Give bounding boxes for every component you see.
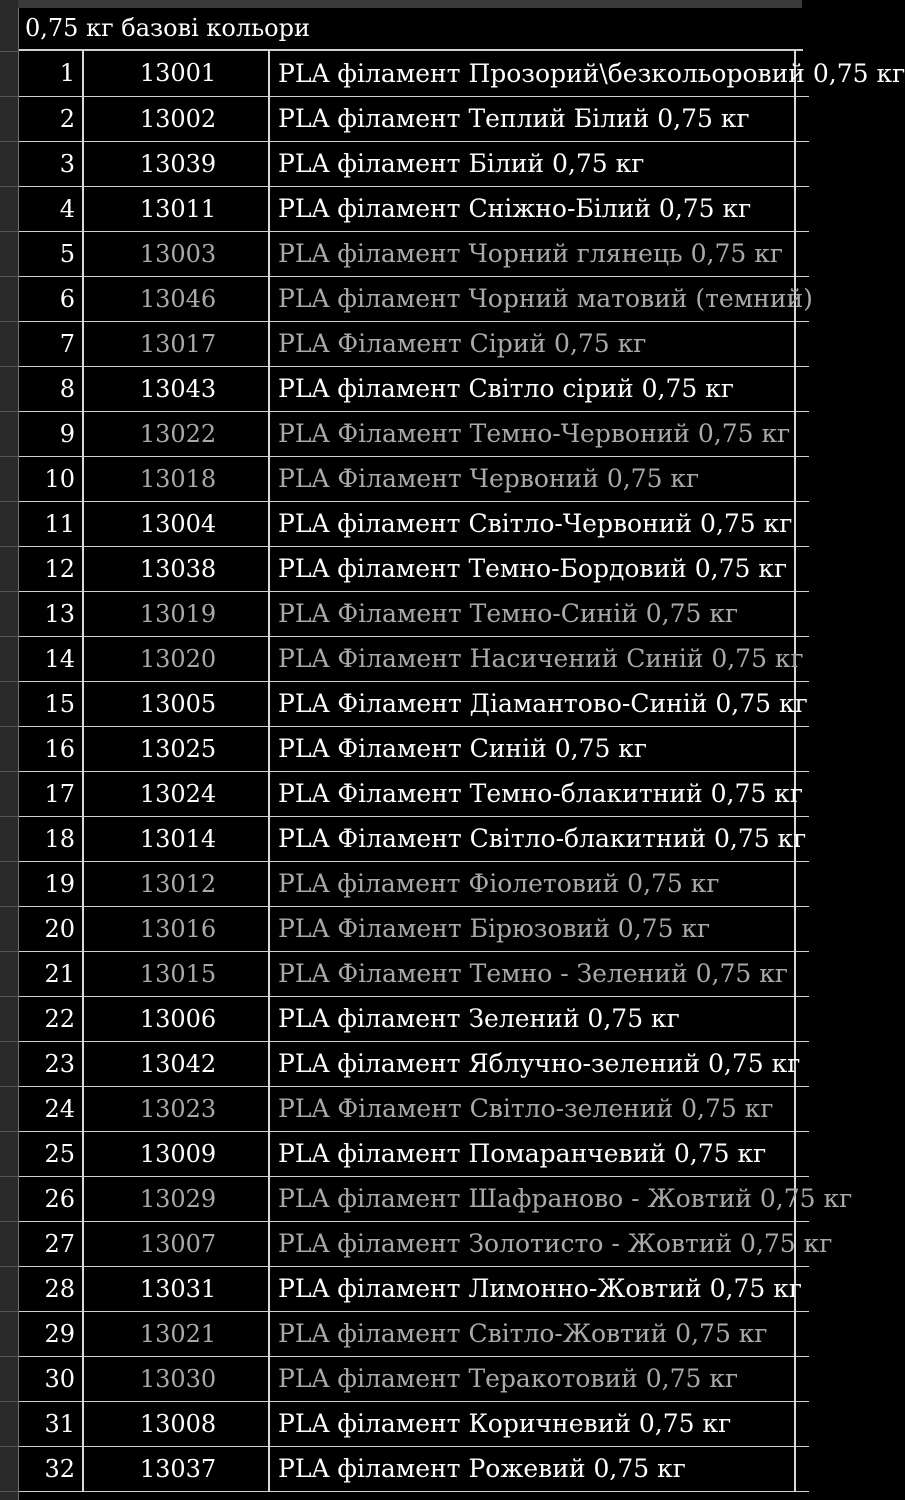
- table-row: [19, 186, 809, 231]
- overflow-cell[interactable]: [795, 96, 809, 141]
- product-code-cell[interactable]: 13016: [83, 906, 269, 951]
- product-name-cell[interactable]: PLA Філамент Сірий 0,75 кг: [269, 321, 795, 366]
- table-row: [19, 411, 809, 456]
- row-header-divider: [0, 51, 18, 52]
- overflow-cell[interactable]: [795, 231, 809, 276]
- product-name-cell[interactable]: PLA Філамент Світло-зелений 0,75 кг: [269, 1086, 795, 1131]
- row-header-divider: [0, 1221, 18, 1222]
- row-header-divider: [0, 951, 18, 952]
- row-header-divider: [0, 1311, 18, 1312]
- row-number-cell[interactable]: 22: [19, 996, 83, 1041]
- table-row: [19, 681, 809, 726]
- row-number-cell[interactable]: 19: [19, 861, 83, 906]
- table-row: [19, 546, 809, 591]
- row-number-cell[interactable]: 30: [19, 1356, 83, 1401]
- product-code-cell[interactable]: 13004: [83, 501, 269, 546]
- product-name-cell[interactable]: PLA філамент Коричневий 0,75 кг: [269, 1401, 795, 1446]
- row-header-divider: [0, 636, 18, 637]
- row-header-divider: [0, 996, 18, 997]
- row-header-strip: [0, 0, 18, 1500]
- product-code-cell[interactable]: 13042: [83, 1041, 269, 1086]
- row-header-divider: [0, 546, 18, 547]
- product-name-cell[interactable]: PLA Філамент Діамантово-Синій 0,75 кг: [269, 681, 795, 726]
- table-row: [19, 816, 809, 861]
- row-number-cell[interactable]: 31: [19, 1401, 83, 1446]
- product-name-cell[interactable]: PLA філамент Світло сірий 0,75 кг: [269, 366, 795, 411]
- row-header-divider: [0, 681, 18, 682]
- product-name-cell[interactable]: PLA філамент Білий 0,75 кг: [269, 141, 795, 186]
- product-name-cell[interactable]: PLA філамент Фіолетовий 0,75 кг: [269, 861, 795, 906]
- overflow-cell[interactable]: [795, 411, 809, 456]
- product-name-cell[interactable]: PLA філамент Рожевий 0,75 кг: [269, 1446, 795, 1491]
- overflow-cell[interactable]: [795, 906, 809, 951]
- row-header-divider: [0, 1131, 18, 1132]
- row-header-divider: [0, 771, 18, 772]
- row-number-cell[interactable]: 7: [19, 321, 83, 366]
- row-number-cell[interactable]: 26: [19, 1176, 83, 1221]
- product-name-cell[interactable]: PLA філамент Прозорий\безкольоровий 0,75 кг: [269, 51, 795, 96]
- product-code-cell[interactable]: 13029: [83, 1176, 269, 1221]
- table-row: [19, 1221, 809, 1266]
- table-row: [19, 1041, 809, 1086]
- row-number-cell[interactable]: 20: [19, 906, 83, 951]
- row-number-cell[interactable]: 14: [19, 636, 83, 681]
- table-row: [19, 726, 809, 771]
- product-code-cell[interactable]: 13019: [83, 591, 269, 636]
- table-row: [19, 1176, 809, 1221]
- row-number-cell[interactable]: 11: [19, 501, 83, 546]
- overflow-cell[interactable]: [795, 591, 809, 636]
- row-header-divider: [0, 276, 18, 277]
- overflow-cell[interactable]: [795, 861, 809, 906]
- table-row: [19, 1401, 809, 1446]
- table-row: [19, 1266, 809, 1311]
- overflow-cell[interactable]: [795, 546, 809, 591]
- overflow-cell[interactable]: [795, 1446, 809, 1491]
- product-code-cell[interactable]: 13017: [83, 321, 269, 366]
- product-code-cell[interactable]: 13031: [83, 1266, 269, 1311]
- row-header-divider: [0, 816, 18, 817]
- product-code-cell[interactable]: 13006: [83, 996, 269, 1041]
- row-number-cell[interactable]: 9: [19, 411, 83, 456]
- table-row: [19, 51, 809, 96]
- product-code-cell[interactable]: 13008: [83, 1401, 269, 1446]
- product-code-cell[interactable]: 13039: [83, 141, 269, 186]
- table-row: [19, 1446, 809, 1491]
- product-name-cell[interactable]: PLA Філамент Темно-Синій 0,75 кг: [269, 591, 795, 636]
- overflow-cell[interactable]: [795, 456, 809, 501]
- overflow-cell[interactable]: [795, 186, 809, 231]
- product-name-cell[interactable]: PLA філамент Темно-Бордовий 0,75 кг: [269, 546, 795, 591]
- product-name-cell[interactable]: PLA філамент Помаранчевий 0,75 кг: [269, 1131, 795, 1176]
- overflow-cell[interactable]: [795, 996, 809, 1041]
- row-number-cell[interactable]: 17: [19, 771, 83, 816]
- product-code-cell[interactable]: 13024: [83, 771, 269, 816]
- product-code-cell[interactable]: 13022: [83, 411, 269, 456]
- table-row: [19, 861, 809, 906]
- table-row: [19, 456, 809, 501]
- overflow-cell[interactable]: [795, 366, 809, 411]
- product-code-cell[interactable]: 13038: [83, 546, 269, 591]
- table-row: [19, 1086, 809, 1131]
- product-code-cell[interactable]: 13037: [83, 1446, 269, 1491]
- product-name-cell[interactable]: PLA Філамент Темно - Зелений 0,75 кг: [269, 951, 795, 996]
- product-code-cell[interactable]: 13046: [83, 276, 269, 321]
- product-code-cell[interactable]: 13009: [83, 1131, 269, 1176]
- row-number-cell[interactable]: 6: [19, 276, 83, 321]
- table-row: [19, 501, 809, 546]
- table-row: [19, 1356, 809, 1401]
- row-header-divider: [0, 1266, 18, 1267]
- row-number-cell[interactable]: 5: [19, 231, 83, 276]
- row-number-cell[interactable]: 12: [19, 546, 83, 591]
- row-header-divider: [0, 1401, 18, 1402]
- row-number-cell[interactable]: 4: [19, 186, 83, 231]
- product-code-cell[interactable]: 13011: [83, 186, 269, 231]
- row-header-divider: [0, 1446, 18, 1447]
- row-number-cell[interactable]: 32: [19, 1446, 83, 1491]
- row-number-cell[interactable]: 2: [19, 96, 83, 141]
- row-number-cell[interactable]: 10: [19, 456, 83, 501]
- product-name-cell[interactable]: PLA філамент Світло-Жовтий 0,75 кг: [269, 1311, 795, 1356]
- row-header-divider: [0, 1491, 18, 1492]
- product-code-cell[interactable]: 13023: [83, 1086, 269, 1131]
- row-number-cell[interactable]: 23: [19, 1041, 83, 1086]
- product-name-cell[interactable]: PLA філамент Яблучно-зелений 0,75 кг: [269, 1041, 795, 1086]
- row-number-cell[interactable]: 18: [19, 816, 83, 861]
- row-header-divider: [0, 726, 18, 727]
- table-row: [19, 141, 809, 186]
- row-header-divider: [0, 231, 18, 232]
- table-row: [19, 591, 809, 636]
- table-row: [19, 906, 809, 951]
- row-number-cell[interactable]: 3: [19, 141, 83, 186]
- product-code-cell[interactable]: 13005: [83, 681, 269, 726]
- product-name-cell[interactable]: PLA філамент Чорний глянець 0,75 кг: [269, 231, 795, 276]
- overflow-cell[interactable]: [795, 1311, 809, 1356]
- row-number-cell[interactable]: 24: [19, 1086, 83, 1131]
- row-number-cell[interactable]: 28: [19, 1266, 83, 1311]
- row-header-divider: [0, 1086, 18, 1087]
- table-row: [19, 951, 809, 996]
- product-name-cell[interactable]: PLA філамент Шафраново - Жовтий 0,75 кг: [269, 1176, 795, 1221]
- product-code-cell[interactable]: 13015: [83, 951, 269, 996]
- row-number-cell[interactable]: 1: [19, 51, 83, 96]
- row-header-divider: [0, 141, 18, 142]
- table-row: [19, 1131, 809, 1176]
- table-row: [19, 276, 809, 321]
- overflow-cell[interactable]: [795, 141, 809, 186]
- overflow-cell[interactable]: [795, 1131, 809, 1176]
- table-row: [19, 771, 809, 816]
- product-code-cell[interactable]: 13018: [83, 456, 269, 501]
- product-name-cell[interactable]: PLA Філамент Насичений Синій 0,75 кг: [269, 636, 795, 681]
- row-header-divider: [0, 591, 18, 592]
- row-number-cell[interactable]: 15: [19, 681, 83, 726]
- row-header-divider: [0, 186, 18, 187]
- product-name-cell[interactable]: PLA Філамент Червоний 0,75 кг: [269, 456, 795, 501]
- row-header-divider: [0, 906, 18, 907]
- column-header-strip: [0, 0, 802, 8]
- product-code-cell[interactable]: 13043: [83, 366, 269, 411]
- table-row: [19, 321, 809, 366]
- product-code-cell[interactable]: 13014: [83, 816, 269, 861]
- table-row: [19, 96, 809, 141]
- product-code-cell[interactable]: 13021: [83, 1311, 269, 1356]
- product-code-cell[interactable]: 13007: [83, 1221, 269, 1266]
- overflow-cell[interactable]: [795, 726, 809, 771]
- row-number-cell[interactable]: 13: [19, 591, 83, 636]
- product-code-cell[interactable]: 13020: [83, 636, 269, 681]
- product-name-cell[interactable]: PLA філамент Світло-Червоний 0,75 кг: [269, 501, 795, 546]
- row-header-divider: [0, 1176, 18, 1177]
- row-header-divider: [0, 1356, 18, 1357]
- product-code-cell[interactable]: 13030: [83, 1356, 269, 1401]
- overflow-cell[interactable]: [795, 501, 809, 546]
- row-number-cell[interactable]: 29: [19, 1311, 83, 1356]
- product-name-cell[interactable]: PLA Філамент Бірюзовий 0,75 кг: [269, 906, 795, 951]
- row-number-cell[interactable]: 21: [19, 951, 83, 996]
- product-code-cell[interactable]: 13002: [83, 96, 269, 141]
- row-header-divider: [0, 411, 18, 412]
- row-header-divider: [0, 861, 18, 862]
- product-code-cell[interactable]: 13001: [83, 51, 269, 96]
- row-header-divider: [0, 321, 18, 322]
- overflow-cell[interactable]: [795, 1356, 809, 1401]
- row-number-cell[interactable]: 8: [19, 366, 83, 411]
- row-header-divider: [0, 456, 18, 457]
- row-header-divider: [0, 1041, 18, 1042]
- product-code-cell[interactable]: 13025: [83, 726, 269, 771]
- product-name-cell[interactable]: PLA філамент Теплий Білий 0,75 кг: [269, 96, 795, 141]
- product-name-cell[interactable]: PLA філамент Зелений 0,75 кг: [269, 996, 795, 1041]
- overflow-cell[interactable]: [795, 321, 809, 366]
- product-name-cell[interactable]: PLA філамент Теракотовий 0,75 кг: [269, 1356, 795, 1401]
- section-title-cell[interactable]: 0,75 кг базові кольори: [19, 8, 803, 51]
- product-name-cell[interactable]: PLA філамент Чорний матовий (темний): [269, 276, 795, 321]
- product-name-cell[interactable]: PLA Філамент Темно-Червоний 0,75 кг: [269, 411, 795, 456]
- table-row: [19, 996, 809, 1041]
- table-row: [19, 366, 809, 411]
- product-name-cell[interactable]: PLA Філамент Темно-блакитний 0,75 кг: [269, 771, 795, 816]
- spreadsheet-grid[interactable]: [18, 8, 905, 1500]
- row-header-divider: [0, 96, 18, 97]
- row-number-cell[interactable]: 27: [19, 1221, 83, 1266]
- products-table: [19, 51, 905, 1492]
- row-header-divider: [0, 366, 18, 367]
- row-number-cell[interactable]: 25: [19, 1131, 83, 1176]
- product-code-cell[interactable]: 13012: [83, 861, 269, 906]
- table-row: [19, 1311, 809, 1356]
- overflow-cell[interactable]: [795, 951, 809, 996]
- table-row: [19, 636, 809, 681]
- product-code-cell[interactable]: 13003: [83, 231, 269, 276]
- row-number-cell[interactable]: 16: [19, 726, 83, 771]
- product-name-cell[interactable]: PLA філамент Лимонно-Жовтий 0,75 кг: [269, 1266, 795, 1311]
- product-name-cell[interactable]: PLA Філамент Світло-блакитний 0,75 кг: [269, 816, 795, 861]
- table-row: [19, 231, 809, 276]
- row-header-divider: [0, 501, 18, 502]
- overflow-cell[interactable]: [795, 1401, 809, 1446]
- product-name-cell[interactable]: PLA Філамент Синій 0,75 кг: [269, 726, 795, 771]
- product-name-cell[interactable]: PLA філамент Золотисто - Жовтий 0,75 кг: [269, 1221, 795, 1266]
- product-name-cell[interactable]: PLA філамент Сніжно-Білий 0,75 кг: [269, 186, 795, 231]
- overflow-cell[interactable]: [795, 1086, 809, 1131]
